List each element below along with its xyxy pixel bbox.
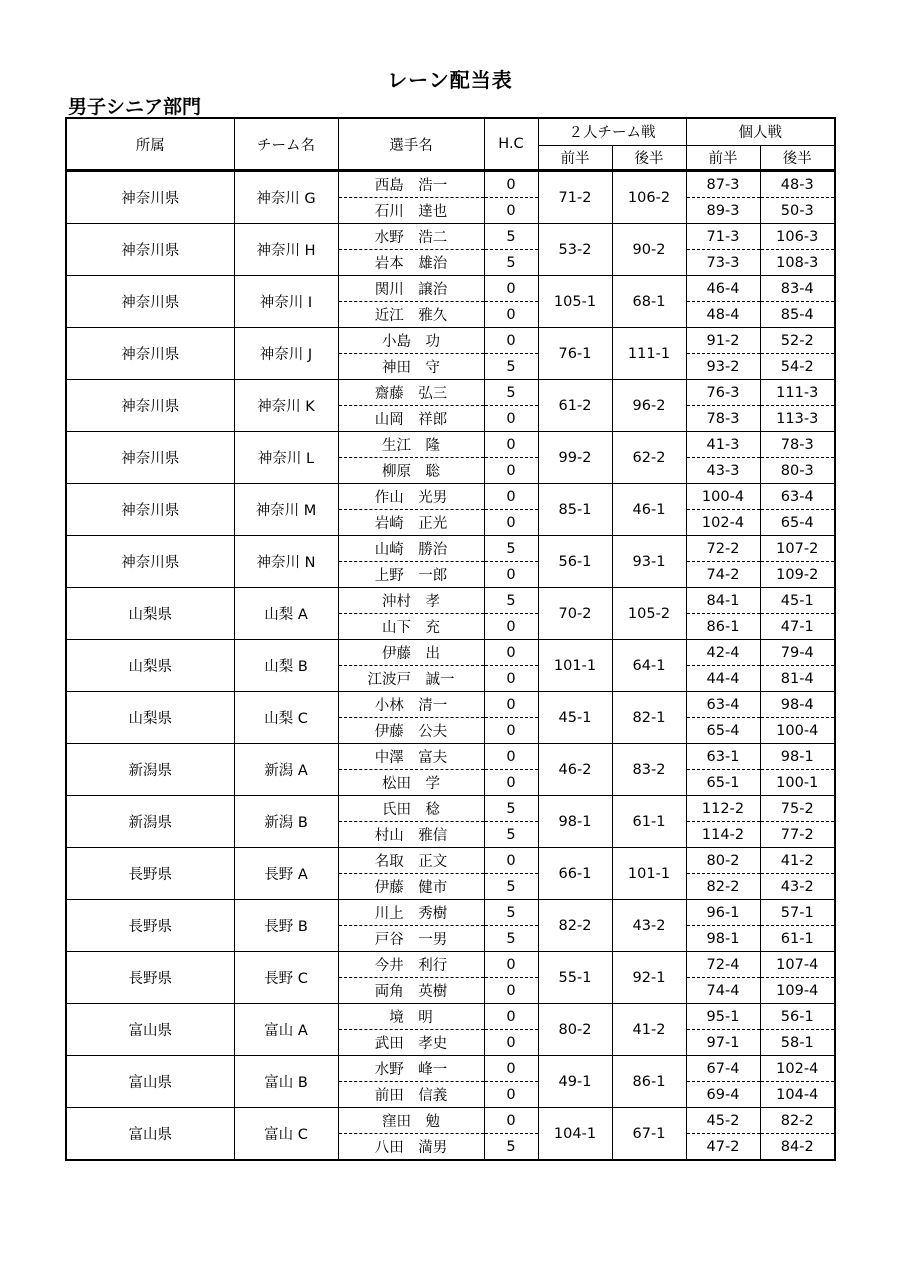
handicap-cell: 5 — [484, 380, 538, 406]
player-name-cell: 上野 一郎 — [338, 562, 484, 588]
handicap-cell: 0 — [484, 302, 538, 328]
affiliation-cell: 神奈川県 — [66, 276, 234, 328]
individual-second-half-lane: 106-3 — [760, 224, 835, 250]
handicap-cell: 5 — [484, 796, 538, 822]
header-individual: 個人戦 — [686, 118, 835, 145]
individual-second-half-lane: 50-3 — [760, 198, 835, 224]
player-name-cell: 松田 学 — [338, 770, 484, 796]
individual-first-half-lane: 86-1 — [686, 614, 760, 640]
handicap-cell: 0 — [484, 171, 538, 198]
individual-second-half-lane: 45-1 — [760, 588, 835, 614]
individual-second-half-lane: 47-1 — [760, 614, 835, 640]
individual-first-half-lane: 71-3 — [686, 224, 760, 250]
table-row — [66, 224, 835, 250]
team-second-half-lane: 93-1 — [612, 536, 686, 588]
individual-first-half-lane: 73-3 — [686, 250, 760, 276]
individual-second-half-lane: 109-2 — [760, 562, 835, 588]
team-first-half-lane: 80-2 — [538, 1004, 612, 1056]
handicap-cell: 0 — [484, 276, 538, 302]
player-name-cell: 武田 孝史 — [338, 1030, 484, 1056]
individual-second-half-lane: 58-1 — [760, 1030, 835, 1056]
handicap-cell: 5 — [484, 822, 538, 848]
individual-first-half-lane: 89-3 — [686, 198, 760, 224]
team-first-half-lane: 49-1 — [538, 1056, 612, 1108]
individual-second-half-lane: 111-3 — [760, 380, 835, 406]
handicap-cell: 0 — [484, 510, 538, 536]
individual-second-half-lane: 78-3 — [760, 432, 835, 458]
table-row — [66, 432, 835, 458]
table-row — [66, 692, 835, 718]
individual-second-half-lane: 80-3 — [760, 458, 835, 484]
header-two-person-team: ２人チーム戦 — [538, 118, 686, 145]
handicap-cell: 5 — [484, 354, 538, 380]
individual-second-half-lane: 65-4 — [760, 510, 835, 536]
individual-second-half-lane: 100-1 — [760, 770, 835, 796]
team-name-cell: 新潟 A — [234, 744, 338, 796]
player-name-cell: 沖村 孝 — [338, 588, 484, 614]
handicap-cell: 0 — [484, 718, 538, 744]
player-name-cell: 江波戸 誠一 — [338, 666, 484, 692]
individual-first-half-lane: 93-2 — [686, 354, 760, 380]
affiliation-cell: 富山県 — [66, 1056, 234, 1108]
table-row — [66, 588, 835, 614]
table-row — [66, 796, 835, 822]
team-name-cell: 神奈川 H — [234, 224, 338, 276]
affiliation-cell: 神奈川県 — [66, 380, 234, 432]
individual-first-half-lane: 97-1 — [686, 1030, 760, 1056]
individual-first-half-lane: 43-3 — [686, 458, 760, 484]
team-first-half-lane: 70-2 — [538, 588, 612, 640]
team-first-half-lane: 66-1 — [538, 848, 612, 900]
player-name-cell: 中澤 富夫 — [338, 744, 484, 770]
team-first-half-lane: 98-1 — [538, 796, 612, 848]
team-second-half-lane: 41-2 — [612, 1004, 686, 1056]
individual-second-half-lane: 100-4 — [760, 718, 835, 744]
handicap-cell: 5 — [484, 588, 538, 614]
team-second-half-lane: 62-2 — [612, 432, 686, 484]
affiliation-cell: 神奈川県 — [66, 171, 234, 224]
individual-second-half-lane: 98-1 — [760, 744, 835, 770]
handicap-cell: 0 — [484, 692, 538, 718]
team-first-half-lane: 105-1 — [538, 276, 612, 328]
team-second-half-lane: 105-2 — [612, 588, 686, 640]
individual-first-half-lane: 41-3 — [686, 432, 760, 458]
team-name-cell: 長野 A — [234, 848, 338, 900]
team-name-cell: 山梨 C — [234, 692, 338, 744]
table-body — [66, 171, 835, 1161]
handicap-cell: 5 — [484, 1134, 538, 1161]
individual-first-half-lane: 91-2 — [686, 328, 760, 354]
handicap-cell: 0 — [484, 978, 538, 1004]
team-name-cell: 長野 C — [234, 952, 338, 1004]
handicap-cell: 0 — [484, 562, 538, 588]
table-row — [66, 744, 835, 770]
team-name-cell: 富山 C — [234, 1108, 338, 1161]
team-name-cell: 神奈川 J — [234, 328, 338, 380]
individual-first-half-lane: 44-4 — [686, 666, 760, 692]
team-name-cell: 神奈川 G — [234, 171, 338, 224]
table-row — [66, 276, 835, 302]
header-hc: H.C — [484, 118, 538, 171]
individual-first-half-lane: 84-1 — [686, 588, 760, 614]
handicap-cell: 0 — [484, 1056, 538, 1082]
team-name-cell: 富山 A — [234, 1004, 338, 1056]
team-second-half-lane: 46-1 — [612, 484, 686, 536]
handicap-cell: 5 — [484, 926, 538, 952]
handicap-cell: 0 — [484, 458, 538, 484]
team-second-half-lane: 64-1 — [612, 640, 686, 692]
handicap-cell: 0 — [484, 640, 538, 666]
team-second-half-lane: 92-1 — [612, 952, 686, 1004]
player-name-cell: 西島 浩一 — [338, 171, 484, 198]
individual-first-half-lane: 67-4 — [686, 1056, 760, 1082]
individual-first-half-lane: 82-2 — [686, 874, 760, 900]
individual-first-half-lane: 98-1 — [686, 926, 760, 952]
individual-first-half-lane: 96-1 — [686, 900, 760, 926]
lane-assignment-table — [65, 117, 836, 1161]
individual-first-half-lane: 100-4 — [686, 484, 760, 510]
handicap-cell: 0 — [484, 1108, 538, 1134]
table-row — [66, 1056, 835, 1082]
table-row — [66, 1004, 835, 1030]
individual-first-half-lane: 95-1 — [686, 1004, 760, 1030]
affiliation-cell: 神奈川県 — [66, 484, 234, 536]
individual-second-half-lane: 84-2 — [760, 1134, 835, 1161]
affiliation-cell: 富山県 — [66, 1004, 234, 1056]
player-name-cell: 山崎 勝治 — [338, 536, 484, 562]
player-name-cell: 名取 正文 — [338, 848, 484, 874]
player-name-cell: 近江 雅久 — [338, 302, 484, 328]
team-first-half-lane: 76-1 — [538, 328, 612, 380]
table-row — [66, 1108, 835, 1134]
player-name-cell: 八田 満男 — [338, 1134, 484, 1161]
player-name-cell: 柳原 聡 — [338, 458, 484, 484]
team-second-half-lane: 68-1 — [612, 276, 686, 328]
handicap-cell: 0 — [484, 432, 538, 458]
individual-second-half-lane: 43-2 — [760, 874, 835, 900]
individual-second-half-lane: 75-2 — [760, 796, 835, 822]
team-first-half-lane: 46-2 — [538, 744, 612, 796]
individual-first-half-lane: 112-2 — [686, 796, 760, 822]
team-second-half-lane: 106-2 — [612, 171, 686, 224]
player-name-cell: 生江 隆 — [338, 432, 484, 458]
handicap-cell: 0 — [484, 770, 538, 796]
team-second-half-lane: 61-1 — [612, 796, 686, 848]
player-name-cell: 石川 達也 — [338, 198, 484, 224]
individual-first-half-lane: 74-2 — [686, 562, 760, 588]
table-row — [66, 536, 835, 562]
handicap-cell: 5 — [484, 224, 538, 250]
individual-first-half-lane: 63-4 — [686, 692, 760, 718]
individual-second-half-lane: 63-4 — [760, 484, 835, 510]
table-row — [66, 328, 835, 354]
individual-second-half-lane: 57-1 — [760, 900, 835, 926]
individual-first-half-lane: 47-2 — [686, 1134, 760, 1161]
handicap-cell: 0 — [484, 614, 538, 640]
player-name-cell: 山岡 祥郎 — [338, 406, 484, 432]
handicap-cell: 0 — [484, 666, 538, 692]
team-name-cell: 長野 B — [234, 900, 338, 952]
individual-first-half-lane: 78-3 — [686, 406, 760, 432]
team-name-cell: 神奈川 L — [234, 432, 338, 484]
individual-first-half-lane: 48-4 — [686, 302, 760, 328]
affiliation-cell: 長野県 — [66, 848, 234, 900]
team-first-half-lane: 71-2 — [538, 171, 612, 224]
player-name-cell: 村山 雅信 — [338, 822, 484, 848]
team-name-cell: 神奈川 K — [234, 380, 338, 432]
handicap-cell: 0 — [484, 744, 538, 770]
affiliation-cell: 富山県 — [66, 1108, 234, 1161]
affiliation-cell: 山梨県 — [66, 640, 234, 692]
individual-second-half-lane: 83-4 — [760, 276, 835, 302]
individual-second-half-lane: 109-4 — [760, 978, 835, 1004]
player-name-cell: 戸谷 一男 — [338, 926, 484, 952]
individual-first-half-lane: 63-1 — [686, 744, 760, 770]
table-row — [66, 952, 835, 978]
handicap-cell: 0 — [484, 198, 538, 224]
affiliation-cell: 山梨県 — [66, 588, 234, 640]
individual-first-half-lane: 102-4 — [686, 510, 760, 536]
team-first-half-lane: 85-1 — [538, 484, 612, 536]
team-second-half-lane: 83-2 — [612, 744, 686, 796]
team-name-cell: 新潟 B — [234, 796, 338, 848]
handicap-cell: 0 — [484, 1030, 538, 1056]
affiliation-cell: 新潟県 — [66, 744, 234, 796]
player-name-cell: 小島 功 — [338, 328, 484, 354]
individual-first-half-lane: 76-3 — [686, 380, 760, 406]
individual-second-half-lane: 52-2 — [760, 328, 835, 354]
team-second-half-lane: 43-2 — [612, 900, 686, 952]
individual-second-half-lane: 81-4 — [760, 666, 835, 692]
handicap-cell: 0 — [484, 328, 538, 354]
affiliation-cell: 長野県 — [66, 900, 234, 952]
individual-first-half-lane: 46-4 — [686, 276, 760, 302]
player-name-cell: 水野 峰一 — [338, 1056, 484, 1082]
affiliation-cell: 神奈川県 — [66, 328, 234, 380]
individual-second-half-lane: 77-2 — [760, 822, 835, 848]
handicap-cell: 5 — [484, 874, 538, 900]
player-name-cell: 山下 充 — [338, 614, 484, 640]
individual-second-half-lane: 82-2 — [760, 1108, 835, 1134]
player-name-cell: 関川 譲治 — [338, 276, 484, 302]
team-name-cell: 神奈川 N — [234, 536, 338, 588]
handicap-cell: 0 — [484, 1004, 538, 1030]
team-name-cell: 神奈川 I — [234, 276, 338, 328]
handicap-cell: 5 — [484, 900, 538, 926]
individual-second-half-lane: 48-3 — [760, 171, 835, 198]
table-row — [66, 380, 835, 406]
team-first-half-lane: 82-2 — [538, 900, 612, 952]
player-name-cell: 境 明 — [338, 1004, 484, 1030]
table-row — [66, 640, 835, 666]
header-team-first-half: 前半 — [538, 145, 612, 171]
team-second-half-lane: 86-1 — [612, 1056, 686, 1108]
team-first-half-lane: 61-2 — [538, 380, 612, 432]
affiliation-cell: 山梨県 — [66, 692, 234, 744]
team-first-half-lane: 56-1 — [538, 536, 612, 588]
player-name-cell: 両角 英樹 — [338, 978, 484, 1004]
header-individual-first-half: 前半 — [686, 145, 760, 171]
player-name-cell: 前田 信義 — [338, 1082, 484, 1108]
team-second-half-lane: 101-1 — [612, 848, 686, 900]
individual-second-half-lane: 61-1 — [760, 926, 835, 952]
table-row — [66, 848, 835, 874]
individual-second-half-lane: 107-4 — [760, 952, 835, 978]
team-second-half-lane: 90-2 — [612, 224, 686, 276]
individual-second-half-lane: 113-3 — [760, 406, 835, 432]
individual-second-half-lane: 41-2 — [760, 848, 835, 874]
individual-first-half-lane: 65-1 — [686, 770, 760, 796]
team-first-half-lane: 99-2 — [538, 432, 612, 484]
header-team-second-half: 後半 — [612, 145, 686, 171]
individual-second-half-lane: 54-2 — [760, 354, 835, 380]
team-second-half-lane: 67-1 — [612, 1108, 686, 1161]
individual-first-half-lane: 74-4 — [686, 978, 760, 1004]
player-name-cell: 窪田 勉 — [338, 1108, 484, 1134]
individual-second-half-lane: 104-4 — [760, 1082, 835, 1108]
player-name-cell: 伊藤 公夫 — [338, 718, 484, 744]
table-row — [66, 900, 835, 926]
handicap-cell: 0 — [484, 406, 538, 432]
table-row — [66, 484, 835, 510]
individual-first-half-lane: 45-2 — [686, 1108, 760, 1134]
player-name-cell: 岩崎 正光 — [338, 510, 484, 536]
individual-second-half-lane: 102-4 — [760, 1056, 835, 1082]
player-name-cell: 作山 光男 — [338, 484, 484, 510]
team-first-half-lane: 104-1 — [538, 1108, 612, 1161]
team-first-half-lane: 53-2 — [538, 224, 612, 276]
affiliation-cell: 新潟県 — [66, 796, 234, 848]
player-name-cell: 伊藤 出 — [338, 640, 484, 666]
player-name-cell: 齋藤 弘三 — [338, 380, 484, 406]
team-second-half-lane: 96-2 — [612, 380, 686, 432]
player-name-cell: 川上 秀樹 — [338, 900, 484, 926]
individual-first-half-lane: 114-2 — [686, 822, 760, 848]
team-first-half-lane: 101-1 — [538, 640, 612, 692]
table-row — [66, 171, 835, 198]
individual-first-half-lane: 65-4 — [686, 718, 760, 744]
player-name-cell: 伊藤 健市 — [338, 874, 484, 900]
player-name-cell: 氏田 稔 — [338, 796, 484, 822]
handicap-cell: 0 — [484, 952, 538, 978]
page-title: レーン配当表 — [387, 68, 513, 92]
header-individual-second-half: 後半 — [760, 145, 835, 171]
individual-second-half-lane: 108-3 — [760, 250, 835, 276]
handicap-cell: 0 — [484, 484, 538, 510]
team-first-half-lane: 45-1 — [538, 692, 612, 744]
player-name-cell: 今井 利行 — [338, 952, 484, 978]
handicap-cell: 0 — [484, 1082, 538, 1108]
header-team-name: チーム名 — [234, 118, 338, 171]
individual-first-half-lane: 80-2 — [686, 848, 760, 874]
individual-second-half-lane: 107-2 — [760, 536, 835, 562]
section-title: 男子シニア部門 — [68, 96, 202, 118]
affiliation-cell: 神奈川県 — [66, 432, 234, 484]
team-name-cell: 山梨 B — [234, 640, 338, 692]
team-first-half-lane: 55-1 — [538, 952, 612, 1004]
player-name-cell: 岩本 雄治 — [338, 250, 484, 276]
handicap-cell: 5 — [484, 250, 538, 276]
individual-second-half-lane: 56-1 — [760, 1004, 835, 1030]
player-name-cell: 水野 浩二 — [338, 224, 484, 250]
affiliation-cell: 長野県 — [66, 952, 234, 1004]
player-name-cell: 小林 清一 — [338, 692, 484, 718]
header-affiliation: 所属 — [66, 118, 234, 171]
individual-first-half-lane: 72-4 — [686, 952, 760, 978]
table-header — [66, 118, 835, 171]
affiliation-cell: 神奈川県 — [66, 536, 234, 588]
individual-first-half-lane: 72-2 — [686, 536, 760, 562]
team-name-cell: 山梨 A — [234, 588, 338, 640]
individual-first-half-lane: 69-4 — [686, 1082, 760, 1108]
team-name-cell: 富山 B — [234, 1056, 338, 1108]
affiliation-cell: 神奈川県 — [66, 224, 234, 276]
individual-second-half-lane: 85-4 — [760, 302, 835, 328]
header-player-name: 選手名 — [338, 118, 484, 171]
handicap-cell: 5 — [484, 536, 538, 562]
team-name-cell: 神奈川 M — [234, 484, 338, 536]
individual-first-half-lane: 87-3 — [686, 171, 760, 198]
handicap-cell: 0 — [484, 848, 538, 874]
individual-second-half-lane: 98-4 — [760, 692, 835, 718]
team-second-half-lane: 82-1 — [612, 692, 686, 744]
individual-first-half-lane: 42-4 — [686, 640, 760, 666]
player-name-cell: 神田 守 — [338, 354, 484, 380]
team-second-half-lane: 111-1 — [612, 328, 686, 380]
individual-second-half-lane: 79-4 — [760, 640, 835, 666]
